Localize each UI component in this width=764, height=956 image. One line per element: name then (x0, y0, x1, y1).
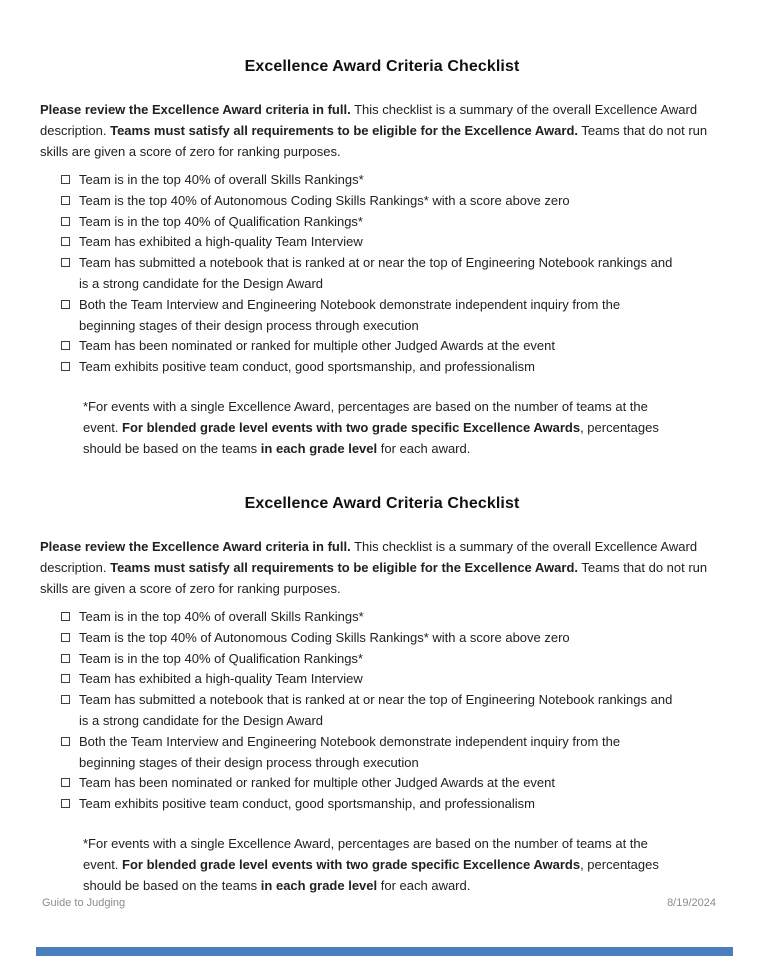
footnote-run: *For events with a single Excellence Award, percentages are based on the number of teams at the event. (83, 398, 648, 435)
intro-paragraph (40, 536, 724, 599)
checklist-item (61, 253, 724, 295)
footnote-run: , percentages should be based on the teams (83, 419, 659, 456)
intro-run-bold: Teams must satisfy all requirements to be eligible for the Excellence Award. (110, 559, 579, 575)
section-title: Excellence Award Criteria Checklist (244, 494, 520, 512)
intro-run-bold: Please review the Excellence Award criteria in full. (40, 102, 351, 117)
checkbox-icon (61, 217, 70, 226)
footnote-paragraph (83, 396, 673, 459)
checkbox-icon (61, 633, 70, 642)
checkbox-icon (61, 799, 70, 808)
checklist-item-label: Team exhibits positive team conduct, good sportsmanship, and professionalism (79, 359, 535, 375)
intro-run: This checklist is a summary of the overall Excellence Award description. (40, 102, 698, 138)
checklist-item-label: Team is in the top 40% of overall Skills Rankings* (79, 172, 364, 187)
checklist-item (61, 794, 724, 815)
footnote-run: for each award. (377, 877, 471, 893)
checklist-item-label: Team has submitted a notebook that is ranked at or near the top of Engineering Notebook rankings and is a strong candidate for the Design Award (79, 692, 673, 728)
checklist-section-1 (40, 0, 724, 459)
intro-paragraph (40, 99, 724, 162)
checklist-item-label: Team has been nominated or ranked for multiple other Judged Awards at the event (79, 338, 555, 354)
checklist-item (61, 649, 724, 670)
checklist-item-label: Team is in the top 40% of Qualification Rankings* (79, 213, 363, 229)
intro-run: Teams that do not run skills are given a score of zero for ranking purposes. (40, 123, 708, 159)
checklist-item (61, 191, 724, 212)
checklist-item (61, 232, 724, 253)
checklist-item (61, 669, 724, 690)
checklist-item (61, 607, 724, 628)
checkbox-icon (61, 258, 70, 267)
checklist-item (61, 295, 724, 337)
checkbox-icon (61, 237, 70, 246)
checklist-item (61, 773, 724, 794)
checkbox-icon (61, 695, 70, 704)
footnote-run-bold: For blended grade level events with two grade specific Excellence Awards (122, 419, 581, 435)
footnote-run: , percentages should be based on the teams (83, 856, 659, 893)
section-title: Excellence Award Criteria Checklist (244, 58, 520, 75)
intro-run: Teams that do not run skills are given a score of zero for ranking purposes. (40, 559, 708, 596)
checkbox-icon (61, 175, 70, 184)
checkbox-icon (61, 300, 70, 309)
checklist-item-label: Team has been nominated or ranked for multiple other Judged Awards at the event (79, 775, 555, 791)
criteria-checklist (40, 170, 724, 378)
checklist-item-label: Team has submitted a notebook that is ranked at or near the top of Engineering Notebook rankings and is a strong candidate for the Design Award (79, 255, 673, 291)
intro-run-bold: Teams must satisfy all requirements to be eligible for the Excellence Award. (110, 123, 579, 138)
checklist-item (61, 357, 724, 378)
checklist-item (61, 628, 724, 649)
footnote-run-bold: in each grade level (260, 877, 378, 893)
intro-run-bold: Please review the Excellence Award criteria in full. (40, 538, 351, 554)
checklist-item-label: Team is the top 40% of Autonomous Coding Skills Rankings* with a score above zero (79, 192, 570, 208)
checklist-item (61, 732, 724, 774)
checklist-section-2 (40, 495, 724, 896)
intro-run: This checklist is a summary of the overall Excellence Award description. (40, 538, 698, 575)
checklist-item (61, 212, 724, 233)
footnote-run: *For events with a single Excellence Award, percentages are based on the number of teams at the event. (83, 835, 648, 872)
checkbox-icon (61, 196, 70, 205)
checklist-item-label: Both the Team Interview and Engineering Notebook demonstrate independent inquiry from the beginning stages of their design process through execution (79, 733, 621, 770)
footer-date: 8/19/2024 (667, 897, 716, 909)
checkbox-icon (61, 654, 70, 663)
checkbox-icon (61, 778, 70, 787)
checkbox-icon (61, 341, 70, 350)
checklist-item-label: Team is in the top 40% of overall Skills Rankings* (79, 608, 364, 624)
checklist-item (61, 336, 724, 357)
checklist-item-label: Team has exhibited a high-quality Team Interview (79, 671, 363, 687)
checkbox-icon (61, 674, 70, 683)
footer-document-title: Guide to Judging (42, 897, 126, 909)
footnote-run-bold: in each grade level (260, 440, 378, 456)
checklist-item-label: Both the Team Interview and Engineering Notebook demonstrate independent inquiry from the beginning stages of their design process through execution (79, 296, 621, 333)
footnote-paragraph (83, 833, 673, 896)
checklist-item-label: Team exhibits positive team conduct, good sportsmanship, and professionalism (79, 796, 535, 812)
checkbox-icon (61, 612, 70, 621)
footnote-run-bold: For blended grade level events with two grade specific Excellence Awards (122, 856, 581, 872)
checklist-item-label: Team is the top 40% of Autonomous Coding Skills Rankings* with a score above zero (79, 629, 570, 645)
checklist-item (61, 170, 724, 191)
checklist-item-label: Team has exhibited a high-quality Team Interview (79, 234, 363, 250)
checkbox-icon (61, 737, 70, 746)
criteria-checklist (40, 607, 724, 815)
page-footer (42, 897, 716, 909)
next-page-banner-edge (36, 947, 733, 956)
checklist-item-label: Team is in the top 40% of Qualification Rankings* (79, 650, 363, 666)
footnote-run: for each award. (377, 440, 471, 456)
checklist-item (61, 690, 724, 732)
checkbox-icon (61, 362, 70, 371)
